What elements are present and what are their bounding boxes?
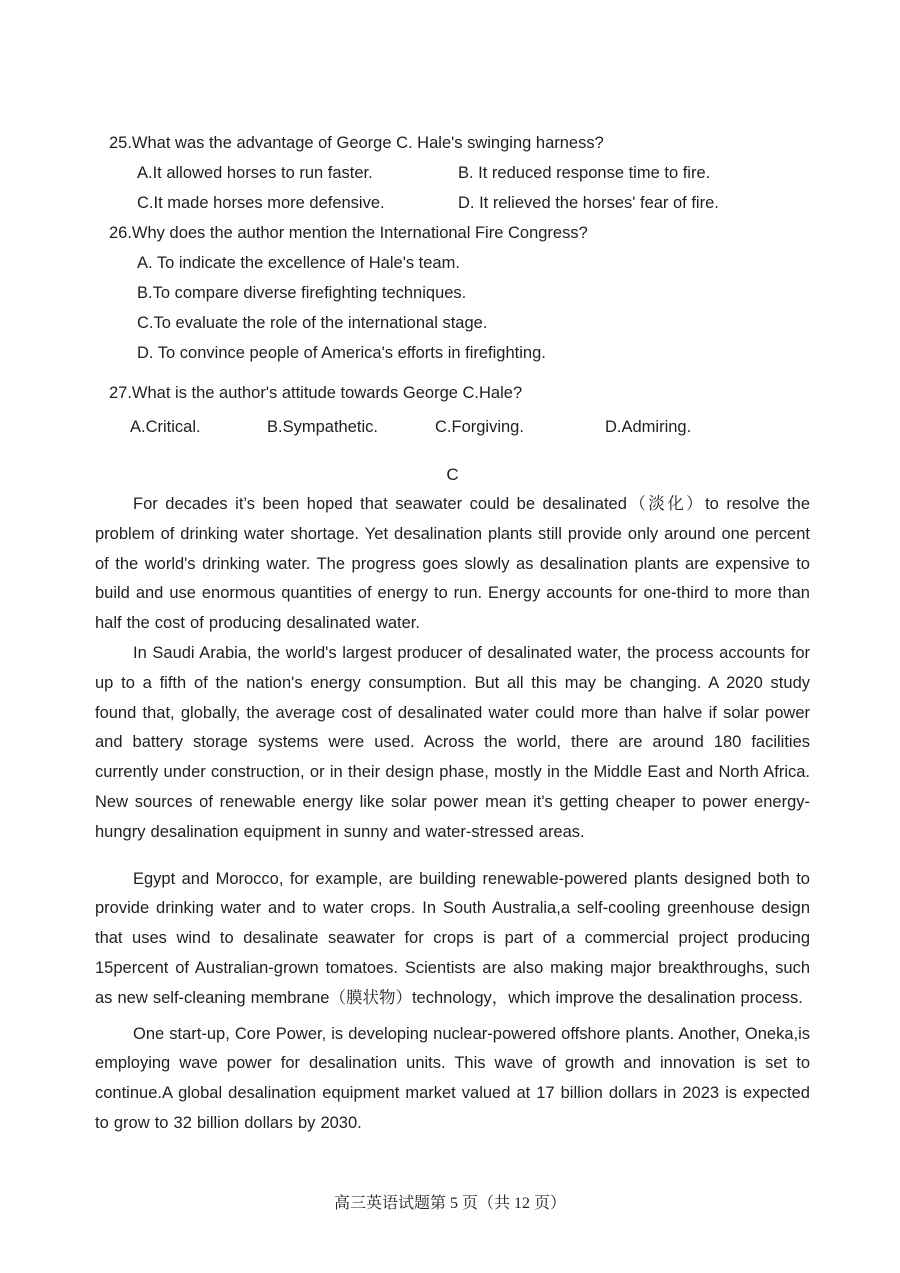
question-25-options-row-1 [137,158,810,188]
passage-paragraph-4: One start-up, Core Power, is developing nuclear-powered offshore plants. Another, Oneka,is employing wave power for desalination units. This wave of growth and innovation is set to continue.A global desalination equipment market valued at 17 billion dollars in 2023 is expected to grow to 32 billion dollars by 2030. [95,1024,810,1132]
passage-paragraph-1: For decades it’s been hoped that seawater could be desalinated（淡化）to resolve the problem of drinking water shortage. Yet desalination plants still provide only around one percent of the world's drinking water. The progress goes slowly as desalination plants are expensive to build and use enormous quantities of energy to run. Energy accounts for one-third to more than half the cost of producing desalinated water. [95,495,810,633]
question-27-title: 27.What is the author's attitude towards George C.Hale? [109,384,523,402]
question-27-option-b: B.Sympathetic. [267,418,378,436]
question-25-option-d: D. It relieved the horses' fear of fire. [458,194,719,212]
passage-paragraph-2: In Saudi Arabia, the world's largest producer of desalinated water, the process accounts for up to a fifth of the nation's energy consumption. But all this may be changing. A 2020 study found that, globally, the average cost of desalinated water could more than halve if solar power and battery storage systems were used. Across the world, there are around 180 facilities currently under construction, or in their design phase, mostly in the Middle East and North Africa. New sources of renewable energy like solar power mean it's getting cheaper to power energy-hungry desalination equipment in sunny and water-stressed areas. [95,643,810,841]
question-27-option-a: A.Critical. [130,418,201,436]
page-footer: 高三英语试题第 5 页（共 12 页） [333,1195,566,1212]
question-25-options-row-2 [137,188,810,218]
question-26-title: 26.Why does the author mention the International Fire Congress? [109,224,588,242]
question-27 [95,378,810,442]
question-26-option-c: C.To evaluate the role of the international stage. [137,314,488,332]
question-26-option-a: A. To indicate the excellence of Hale's team. [137,254,460,272]
question-26 [95,218,810,368]
question-27-options-row [130,412,810,442]
passage-paragraph-3: Egypt and Morocco, for example, are building renewable-powered plants designed both to provide drinking water and to water crops. In South Australia,a self-cooling greenhouse design that uses wind to desalinate seawater for crops is part of a commercial project producing 15percent of Australian-grown tomatoes. Scientists are also making major breakthroughs, such as new self-cleaning membrane（膜状物）technology，which improve the desalination process. [95,869,810,1007]
reading-passage-c [95,490,810,1139]
question-25 [95,128,810,218]
section-c-label: C [446,465,459,484]
question-25-option-b: B. It reduced response time to fire. [458,164,711,182]
question-27-option-d: D.Admiring. [605,418,692,436]
question-26-option-d: D. To convince people of America's efforts in firefighting. [137,344,546,362]
question-26-option-b: B.To compare diverse firefighting techniques. [137,284,467,302]
question-25-title: 25.What was the advantage of George C. Hale's swinging harness? [109,134,604,152]
question-27-option-c: C.Forgiving. [435,418,524,436]
question-25-option-c: C.It made horses more defensive. [137,194,385,212]
question-25-option-a: A.It allowed horses to run faster. [137,164,373,182]
